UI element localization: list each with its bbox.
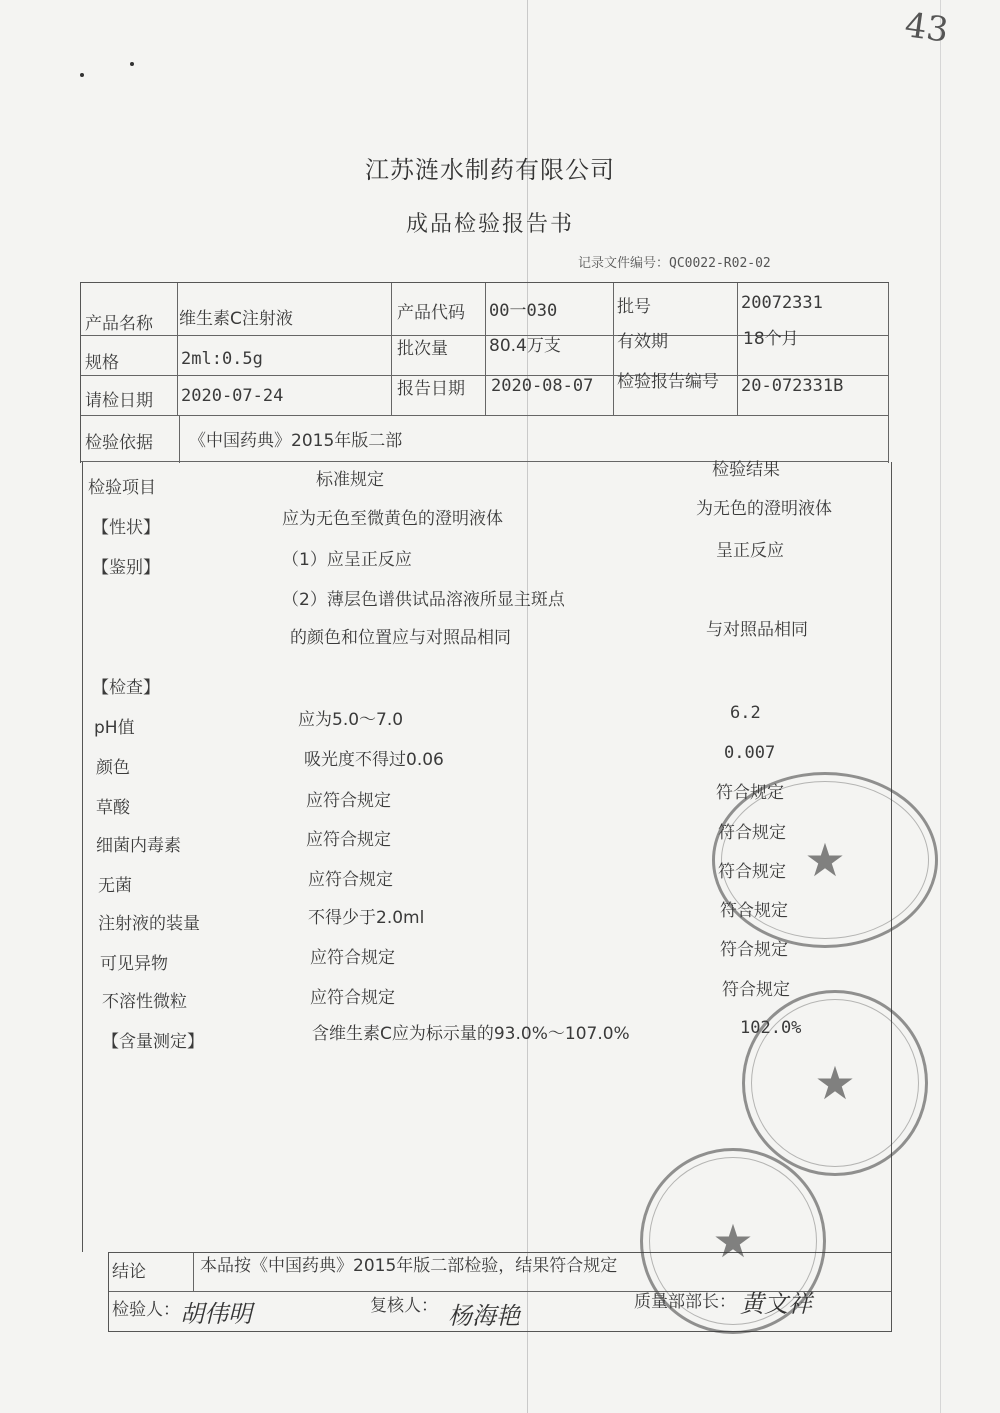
header-grid bbox=[80, 282, 889, 463]
validity-value: 18个月 bbox=[743, 329, 799, 349]
row-assay-item: 【含量测定】 bbox=[102, 1032, 204, 1052]
row-identification-standard-2b: 的颜色和位置应与对照品相同 bbox=[290, 628, 511, 648]
reviewer-label: 复核人： bbox=[370, 1296, 438, 1316]
product-code-label: 产品代码 bbox=[397, 303, 465, 323]
star-icon: ★ bbox=[712, 1214, 754, 1268]
row-identification-item: 【鉴别】 bbox=[92, 558, 160, 578]
row-endotoxin-item: 细菌内毒素 bbox=[96, 836, 181, 856]
row-fill-volume-item: 注射液的装量 bbox=[98, 914, 200, 934]
qa-head-label: 质量部部长： bbox=[634, 1292, 736, 1312]
company-name: 江苏涟水制药有限公司 bbox=[365, 156, 615, 184]
row-endotoxin-standard: 应符合规定 bbox=[306, 830, 391, 850]
row-insoluble-particles-item: 不溶性微粒 bbox=[102, 992, 187, 1012]
basis-value: 《中国药典》2015年版二部 bbox=[189, 431, 403, 451]
company-seal bbox=[640, 1148, 826, 1334]
row-appearance-standard: 应为无色至微黄色的澄明液体 bbox=[282, 509, 503, 529]
report-date: 2020-08-07 bbox=[491, 376, 594, 396]
batch-label: 批号 bbox=[617, 297, 651, 317]
product-name: 维生素C注射液 bbox=[179, 309, 293, 329]
conclusion-label: 结论 bbox=[112, 1262, 146, 1282]
conclusion-text: 本品按《中国药典》2015年版二部检验，结果符合规定 bbox=[200, 1256, 618, 1276]
reviewer-signature: 杨海艳 bbox=[448, 1302, 520, 1330]
product-code: 00一030 bbox=[489, 301, 558, 321]
report-title: 成品检验报告书 bbox=[405, 212, 574, 237]
row-sterility-item: 无菌 bbox=[98, 876, 132, 896]
spec-value: 2ml:0.5g bbox=[181, 349, 263, 369]
row-identification-result-1: 呈正反应 bbox=[716, 541, 784, 561]
row-color-item: 颜色 bbox=[96, 758, 130, 778]
spec-label: 规格 bbox=[85, 353, 119, 373]
star-icon: ★ bbox=[804, 833, 846, 887]
column-item-header: 检验项目 bbox=[88, 478, 156, 498]
row-visible-particles-standard: 应符合规定 bbox=[310, 948, 395, 968]
row-assay-standard: 含维生素C应为标示量的93.0%～107.0% bbox=[312, 1024, 630, 1044]
request-date: 2020-07-24 bbox=[181, 386, 284, 406]
star-icon: ★ bbox=[814, 1056, 856, 1110]
row-oxalic-standard: 应符合规定 bbox=[306, 791, 391, 811]
row-oxalic-result: 符合规定 bbox=[716, 783, 784, 803]
speck bbox=[80, 73, 84, 77]
record-file-number: 记录文件编号：QC0022-R02-02 bbox=[578, 256, 771, 271]
paper-edge-line bbox=[940, 0, 941, 1413]
row-assay-result: 102.0% bbox=[740, 1018, 802, 1038]
inspector-label: 检验人： bbox=[112, 1300, 180, 1320]
basis-label: 检验依据 bbox=[85, 433, 153, 453]
row-sterility-standard: 应符合规定 bbox=[308, 870, 393, 890]
row-endotoxin-result: 符合规定 bbox=[718, 823, 786, 843]
row-appearance-item: 【性状】 bbox=[92, 518, 160, 538]
report-number: 20-072331B bbox=[741, 376, 844, 396]
row-fill-volume-result: 符合规定 bbox=[720, 901, 788, 921]
handwritten-page-number: 43 bbox=[902, 5, 951, 51]
row-identification-standard-2a: （2）薄层色谱供试品溶液所显主斑点 bbox=[282, 590, 565, 610]
row-insoluble-particles-result: 符合规定 bbox=[722, 980, 790, 1000]
speck bbox=[130, 62, 134, 66]
batch-qty-label: 批次量 bbox=[397, 339, 448, 359]
row-fill-volume-standard: 不得少于2.0ml bbox=[308, 908, 425, 928]
column-standard-header: 标准规定 bbox=[316, 470, 384, 490]
request-date-label: 请检日期 bbox=[85, 391, 153, 411]
row-ph-standard: 应为5.0～7.0 bbox=[298, 710, 404, 730]
batch-qty: 80.4万支 bbox=[489, 336, 561, 356]
row-sterility-result: 符合规定 bbox=[718, 862, 786, 882]
row-visible-particles-item: 可见异物 bbox=[100, 954, 168, 974]
row-oxalic-item: 草酸 bbox=[96, 798, 130, 818]
row-appearance-result: 为无色的澄明液体 bbox=[696, 499, 832, 519]
column-result-header: 检验结果 bbox=[712, 460, 780, 480]
row-visible-particles-result: 符合规定 bbox=[720, 940, 788, 960]
row-identification-standard-1: （1）应呈正反应 bbox=[282, 550, 412, 570]
row-ph-result: 6.2 bbox=[730, 703, 761, 723]
row-color-standard: 吸光度不得过0.06 bbox=[304, 750, 444, 770]
product-name-label: 产品名称 bbox=[85, 314, 153, 334]
qa-head-signature: 黄文祥 bbox=[740, 1290, 812, 1318]
row-ph-item: pH值 bbox=[94, 718, 135, 738]
report-date-label: 报告日期 bbox=[397, 379, 465, 399]
row-identification-result-2: 与对照品相同 bbox=[706, 620, 808, 640]
inspector-signature: 胡伟明 bbox=[180, 1300, 252, 1328]
qa-department-seal bbox=[742, 990, 928, 1176]
report-no-label: 检验报告编号 bbox=[617, 372, 719, 392]
row-color-result: 0.007 bbox=[724, 743, 776, 763]
validity-label: 有效期 bbox=[617, 332, 668, 352]
checks-section-title: 【检查】 bbox=[92, 678, 160, 698]
batch-number: 20072331 bbox=[741, 293, 823, 313]
county-pharma-seal bbox=[712, 772, 938, 948]
row-insoluble-particles-standard: 应符合规定 bbox=[310, 988, 395, 1008]
